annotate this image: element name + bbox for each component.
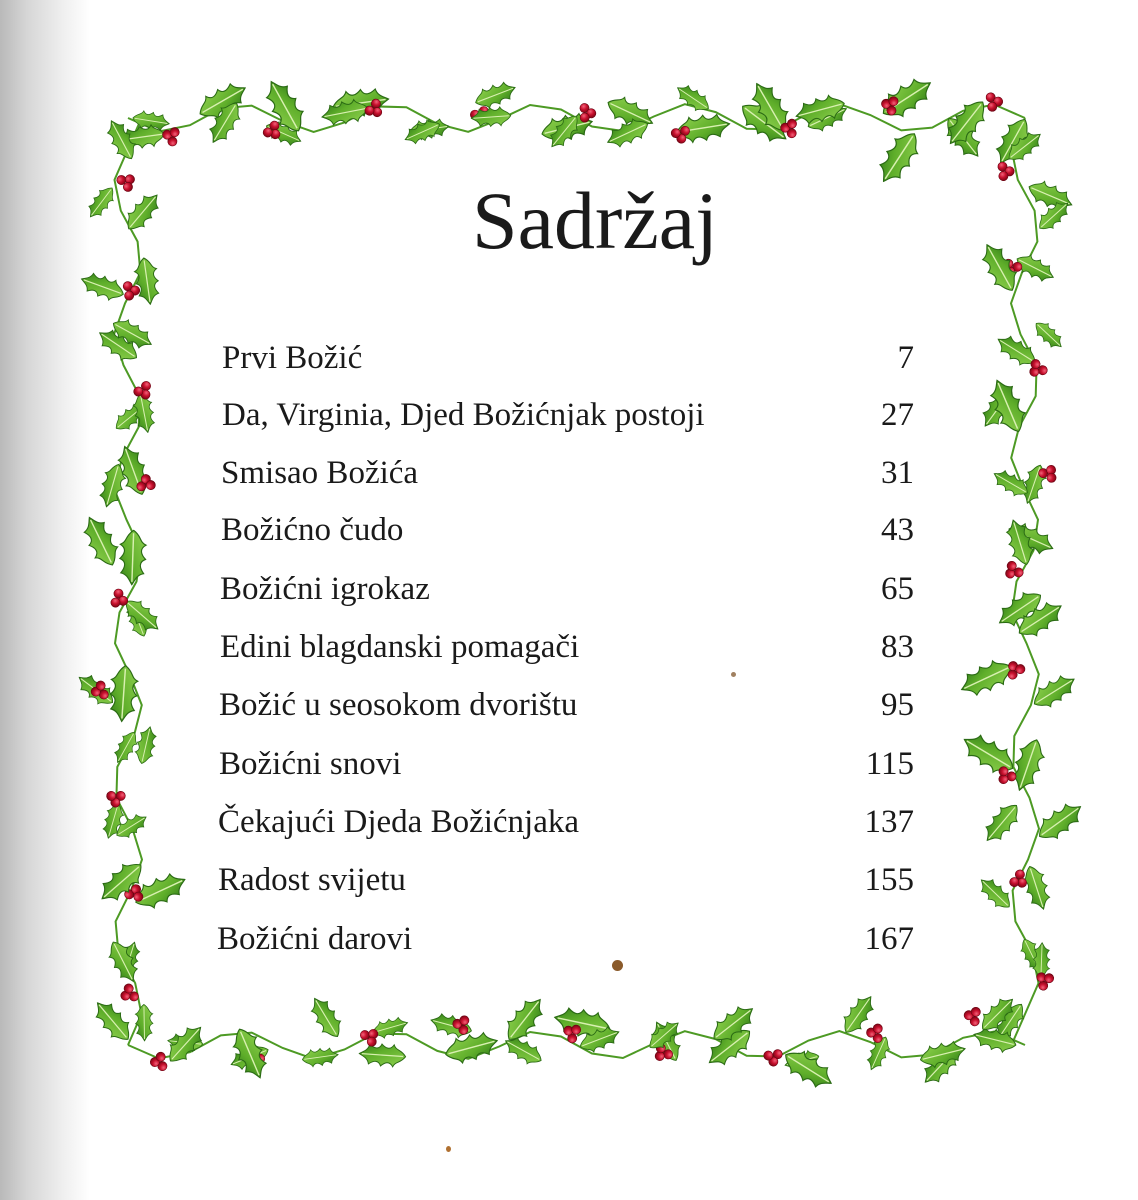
toc-entry-title: Da, Virginia, Djed Božićnjak postoji — [222, 397, 705, 433]
toc-entry — [0, 862, 1138, 912]
toc-entry-title: Božićno čudo — [221, 512, 404, 548]
toc-entry-page-number: 95 — [881, 687, 914, 723]
toc-entry — [0, 397, 1138, 447]
toc-entry-title: Božićni darovi — [217, 921, 413, 957]
toc-entry-page-number: 115 — [865, 746, 914, 782]
toc-entry-title: Božić u seosokom dvorištu — [219, 687, 578, 723]
toc-entry-page-number: 155 — [864, 862, 914, 898]
paper-speck — [731, 672, 736, 677]
paper-speck — [446, 1146, 451, 1152]
page-title: Sadržaj — [472, 175, 718, 266]
toc-entry-page-number: 7 — [897, 340, 914, 376]
toc-entry-page-number: 31 — [881, 455, 914, 491]
toc-entry — [0, 571, 1138, 621]
toc-entry-title: Čekajući Djeda Božićnjaka — [218, 804, 580, 840]
toc-entry-title: Božićni igrokaz — [220, 571, 430, 607]
toc-entry — [0, 455, 1138, 505]
toc-entry — [0, 746, 1138, 796]
toc-entry-page-number: 137 — [864, 804, 914, 840]
toc-entry-title: Smisao Božića — [221, 455, 419, 491]
toc-entry-title: Prvi Božić — [222, 340, 363, 376]
toc-entry — [0, 512, 1138, 562]
toc-entry-title: Božićni snovi — [219, 746, 402, 782]
toc-entry — [0, 804, 1138, 854]
toc-entry — [0, 921, 1138, 971]
toc-entry — [0, 340, 1138, 390]
toc-entry-title: Edini blagdanski pomagači — [220, 629, 580, 665]
toc-entry — [0, 629, 1138, 679]
toc-entry-title: Radost svijetu — [218, 862, 406, 898]
paper-stain — [612, 960, 623, 971]
toc-entry-page-number: 167 — [864, 921, 914, 957]
toc-entry-page-number: 83 — [881, 629, 914, 665]
toc-entry-page-number: 27 — [881, 397, 914, 433]
toc-entry-page-number: 43 — [881, 512, 914, 548]
toc-entry — [0, 687, 1138, 737]
toc-entry-page-number: 65 — [881, 571, 914, 607]
